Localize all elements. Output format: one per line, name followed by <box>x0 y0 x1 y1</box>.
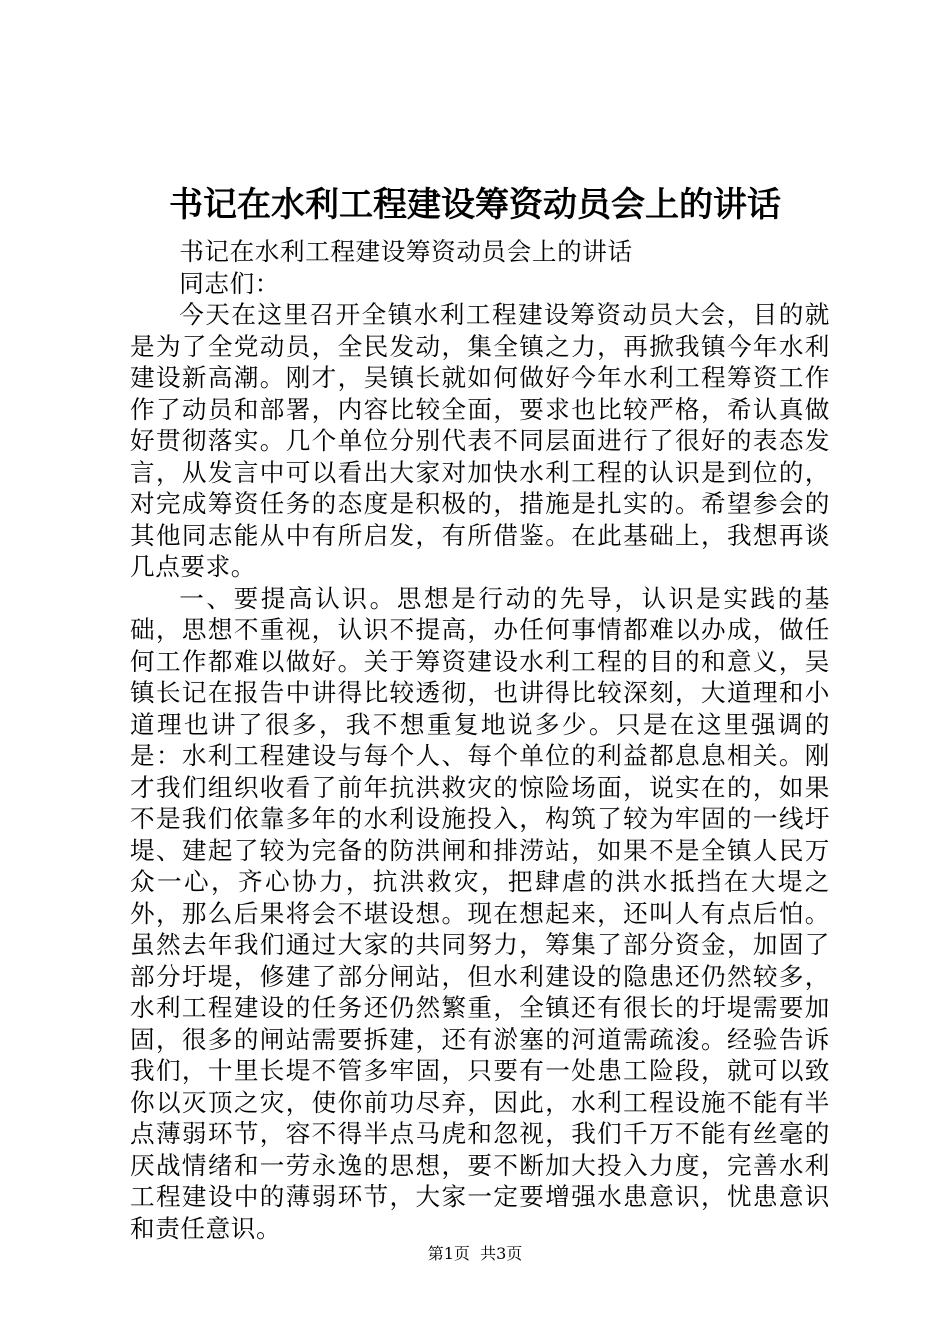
subtitle-line: 书记在水利工程建设筹资动员会上的讲话 <box>179 237 633 266</box>
paragraph-intro: 今天在这里召开全镇水利工程建设筹资动员大会，目的就是为了全党动员，全民发动，集全镇之力，再掀我镇今年水利建设新高潮。刚才，吴镇长就如何做好今年水利工程筹资工作作了动员和部署，内容比较全面，要求也比较严格，希认真做好贯彻落实。几个单位分别代表不同层面进行了很好的表态发言，从发言中可以看出大家对加快水利工程的认识是到位的，对完成筹资任务的态度是积极的，措施是扎实的。希望参会的其他同志能从中有所启发，有所借鉴。在此基础上，我想再谈几点要求。 <box>130 300 830 581</box>
paragraph-point-one: 一、要提高认识。思想是行动的先导，认识是实践的基础，思想不重视，认识不提高，办任何事情都难以办成，做任何工作都难以做好。关于筹资建设水利工程的目的和意义，吴镇长记在报告中讲得比较透彻，也讲得比较深刻，大道理和小道理也讲了很多，我不想重复地说多少。只是在这里强调的是：水利工程建设与每个人、每个单位的利益都息息相关。刚才我们组织收看了前年抗洪救灾的惊险场面，说实在的，如果不是我们依靠多年的水利设施投入，构筑了较为牢固的一线圩堤、建起了较为完备的防洪闸和排涝站，如果不是全镇人民万众一心，齐心协力，抗洪救灾，把肆虐的洪水抵挡在大堤之外，那么后果将会不堪设想。现在想起来，还叫人有点后怕。虽然去年我们通过大家的共同努力，筹集了部分资金，加固了部分圩堤，修建了部分闸站，但水利建设的隐患还仍然较多，水利工程建设的任务还仍然繁重，全镇还有很长的圩堤需要加固，很多的闸站需要拆建，还有淤塞的河道需疏浚。经验告诉我们，十里长堤不管多牢固，只要有一处患工险段，就可以致你以灭顶之灾，使你前功尽弃，因此，水利工程设施不能有半点薄弱环节，容不得半点马虎和忽视，我们千万不能有丝毫的厌战情绪和一劳永逸的思想，要不断加大投入力度，完善水利工程建设中的薄弱环节，大家一定要增强水患意识，忧患意识和责任意识。 <box>130 583 830 1243</box>
document-title: 书记在水利工程建设筹资动员会上的讲话 <box>169 185 781 225</box>
document-body <box>130 236 830 1244</box>
salutation-line: 同志们： <box>179 268 280 298</box>
page-number-footer: 第1页 共3页 <box>427 1244 523 1263</box>
